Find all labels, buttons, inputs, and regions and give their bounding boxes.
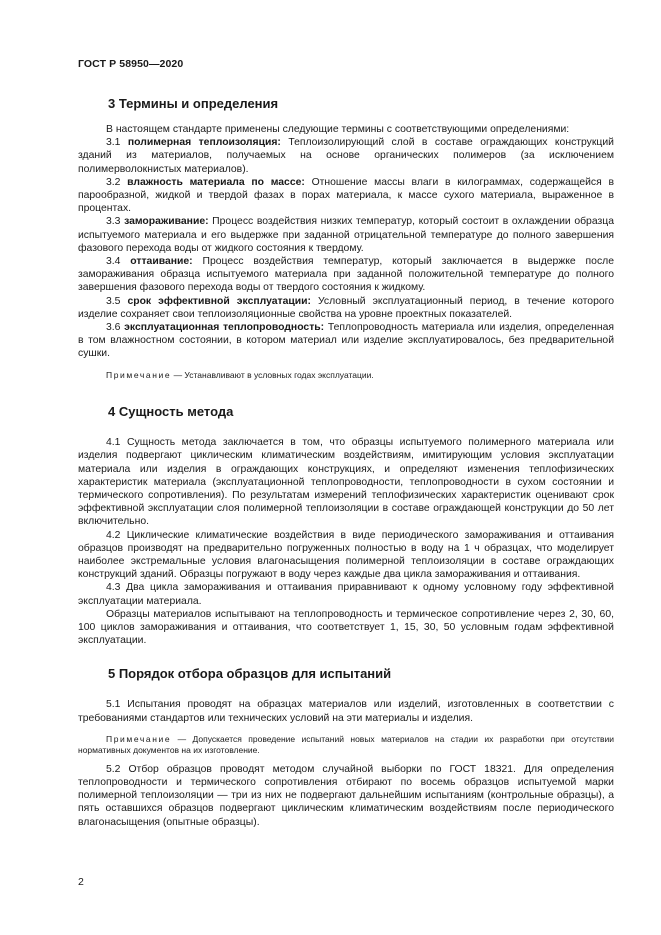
paragraph-4-1: 4.1 Сущность метода заключается в том, что образцы испытуемого полимерного материала или изделия подвергают циклическим климатическим воздействиям, имитирующим условия эксплуатации материала или изделия в ограждающих конструкциях, и определяют изменения теплофизических характеристик материала (эксплуатационной теплопроводности, теплопроводности в сухом состоянии и термического сопротивления). По результатам измерений теплофизических характеристик оценивают срок эффективной эксплуатации слоя полимерной теплоизоляции в составе ограждающей конструкции до 50 лет включительно. bbox=[78, 437, 614, 528]
term-3-4: 3.4 оттаивание: Процесс воздействия температур, который заключается в выдержке после замораживания образца испытуемого материала при заданной положительной температуре до полного завершения фазового перехода воды от твердого состояния к жидкому. bbox=[78, 256, 614, 294]
paragraph-4-3-cont: Образцы материалов испытывают на теплопроводность и термическое сопротивление через 2, 30, 60, 100 циклов замораживания и оттаивания, что соответствует 1, 15, 30, 50 условным годам эффективной эксплуатации. bbox=[78, 608, 614, 647]
term-3-1: 3.1 полимерная теплоизоляция: Теплоизолирующий слой в составе ограждающих конструкций зданий из материалов, получаемых на основе органических полимеров (за исключением полимерволокнистых материалов). bbox=[78, 137, 614, 175]
page-number: 2 bbox=[78, 876, 84, 888]
term-3-5: 3.5 срок эффективной эксплуатации: Условный эксплуатационный период, в течение которого изделие сохраняет свои теплоизоляционные свойства на уровне проектных показателей. bbox=[78, 295, 614, 320]
paragraph-4-3: 4.3 Два цикла замораживания и оттаивания приравнивают к одному условному году эффективной эксплуатации материала. bbox=[78, 582, 614, 607]
section-3-title: 3 Термины и определения bbox=[108, 96, 279, 111]
document-body bbox=[78, 96, 614, 829]
term-3-6: 3.6 эксплуатационная теплопроводность: Теплопроводность материала или изделия, определенная в том влажностном состоянии, в котором материал или изделие эксплуатировалось, без предварительной сушки. bbox=[78, 322, 614, 360]
term-3-3: 3.3 замораживание: Процесс воздействия низких температур, который состоит в охлаждении образца испытуемого материала и его выдержке при заданной отрицательной температуре до полного завершения фазового перехода воды от жидкого состояния к твердому. bbox=[78, 216, 614, 254]
section-3-intro: В настоящем стандарте применены следующие термины с соответствующими определениями: bbox=[106, 124, 570, 135]
section-3-note: Примечание — Устанавливают в условных годах эксплуатации. bbox=[106, 369, 374, 380]
section-5-note: Примечание — Допускается проведение испытаний новых материалов на стадии их разработки при отсутствии нормативных документов на их изготовление. bbox=[78, 733, 614, 756]
section-4-title: 4 Сущность метода bbox=[108, 404, 234, 420]
term-3-2: 3.2 влажность материала по массе: Отношение массы влаги в килограммах, содержащейся в парообразной, жидкой и твердой фазах в порах материала, к массе сухого материала, выраженное в процентах. bbox=[78, 176, 614, 215]
paragraph-5-2: 5.2 Отбор образцов проводят методом случайной выборки по ГОСТ 18321. Для определения теплопроводности и термического сопротивления отбирают по восемь образцов испытуемой марки полимерной теплоизоляции — три из них не подвергают дальнейшим испытаниям (контрольные образцы), а пять оставшихся образцов подвергают циклическим климатическим воздействиям после периодического влагонасыщения (опытные образцы). bbox=[78, 763, 614, 828]
section-5-title: 5 Порядок отбора образцов для испытаний bbox=[108, 666, 392, 682]
document-header: ГОСТ Р 58950—2020 bbox=[78, 58, 184, 70]
paragraph-5-1: 5.1 Испытания проводят на образцах материалов или изделий, изготовленных в соответствии с требованиями стандартов или технических условий на эти материалы и изделия. bbox=[78, 699, 614, 724]
paragraph-4-2: 4.2 Циклические климатические воздействия в виде периодического замораживания и оттаивания образцов производят на предварительно погруженных полностью в воду на 1 ч образцах, что моделирует наиболее экстремальные условия влагонасыщения полимерной теплоизоляции в составе ограждающих конструкций зданий. Образцы погружают в воду через каждые два цикла замораживания и оттаивания. bbox=[78, 529, 614, 581]
